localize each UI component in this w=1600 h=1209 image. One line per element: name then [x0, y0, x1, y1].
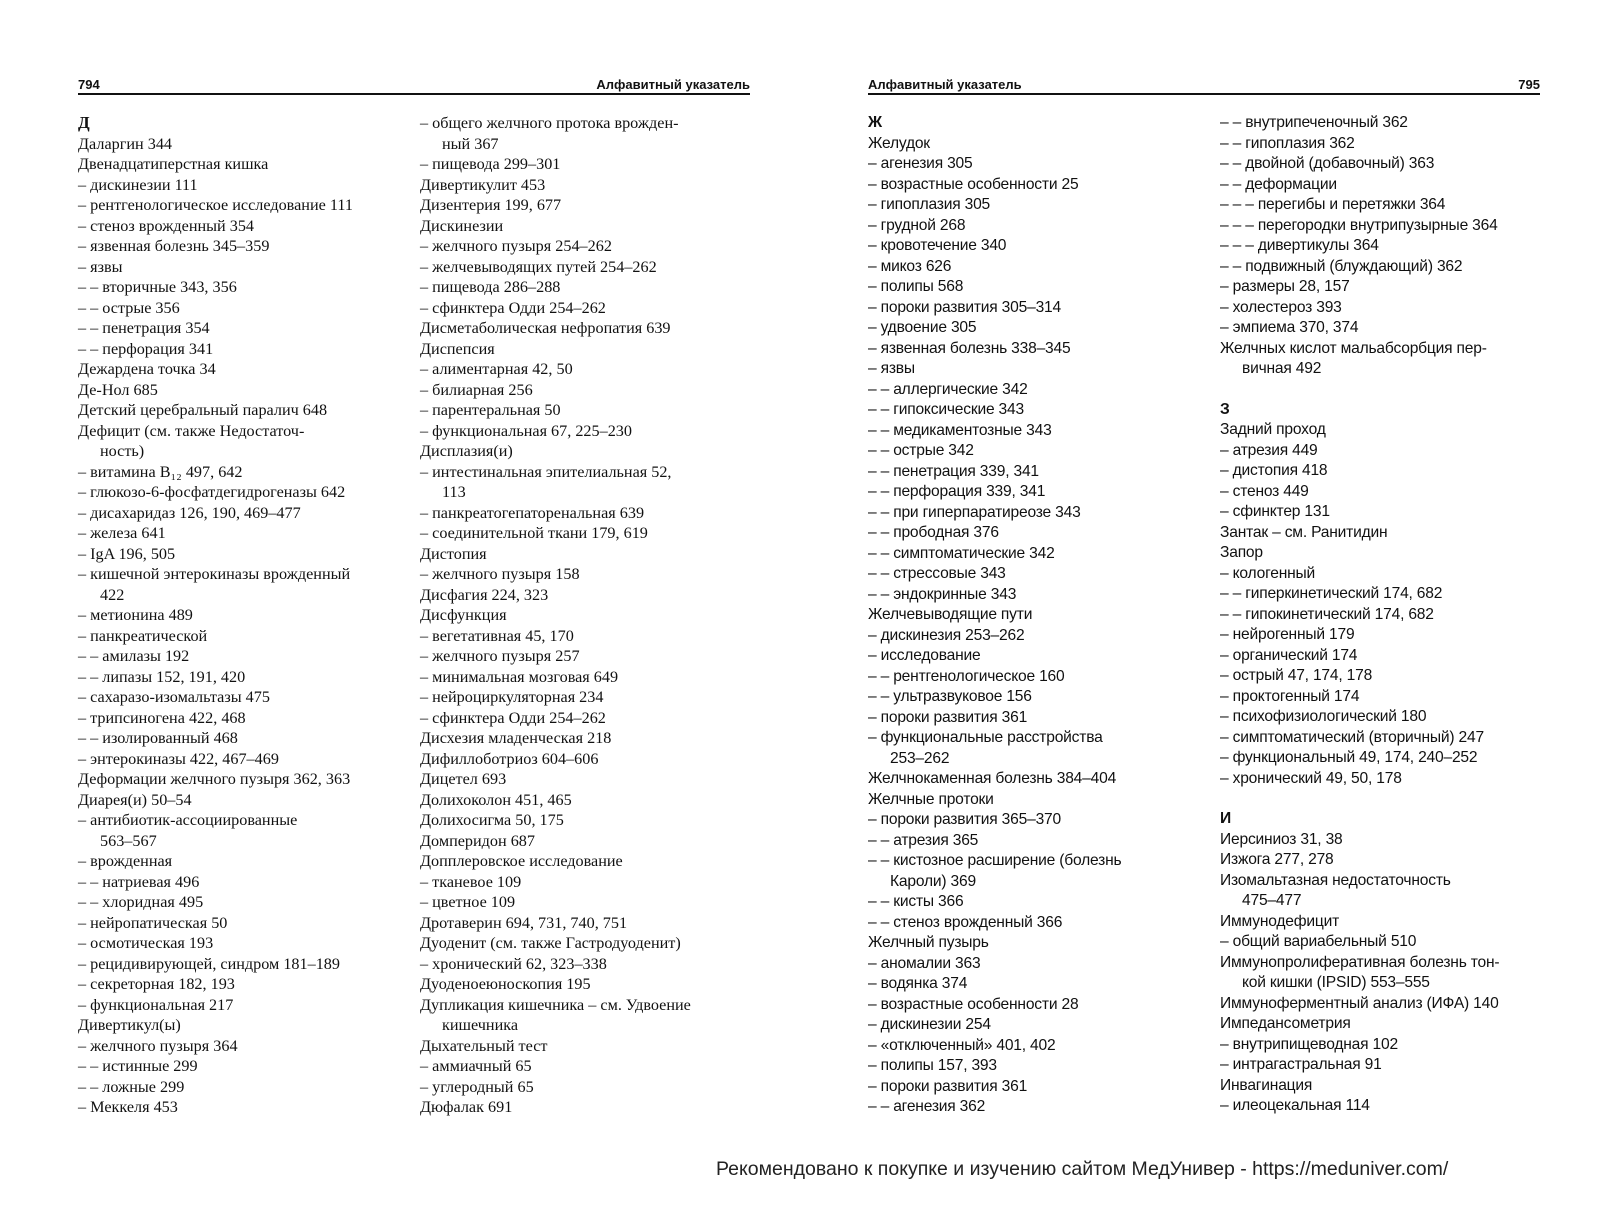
index-entry: – – гипоплазия 362 [1220, 134, 1355, 152]
index-entry: – функциональные расстройства [868, 729, 1103, 746]
index-entry-continuation: вичная 492 [1242, 360, 1322, 377]
index-entry: – – кисты 366 [868, 893, 964, 910]
index-entry: Иммунопролиферативная болезнь тон- [1220, 953, 1500, 971]
index-entry: – панкреатогепаторенальная 639 [420, 503, 645, 522]
index-entry: Диспепсия [420, 339, 495, 358]
section-letter: И [1220, 810, 1232, 827]
index-entry: Запор [1220, 544, 1263, 561]
index-entry: – нейроциркуляторная 234 [420, 688, 604, 706]
index-entry: – дискинезии 111 [78, 175, 198, 194]
index-entry-continuation: кишечника [442, 1016, 519, 1034]
index-entry: – вегетативная 45, 170 [420, 626, 574, 645]
index-entry: – язвы [78, 257, 123, 276]
index-entry: – желчного пузыря 257 [420, 647, 580, 665]
index-entry: Дуоденит (см. также Гастродуоденит) [420, 934, 681, 952]
index-entry: – сфинктера Одди 254–262 [420, 298, 606, 317]
index-entry: – метионина 489 [78, 606, 193, 624]
index-entry: – энтерокиназы 422, 467–469 [78, 749, 279, 768]
index-entry: Желчный пузырь [868, 934, 989, 951]
index-entry: Желудок [868, 134, 930, 152]
index-entry: – рентгенологическое исследование 111 [78, 196, 353, 214]
index-entry: – – симптоматические 342 [868, 544, 1055, 562]
index-entry: – симптоматический (вторичный) 247 [1220, 728, 1484, 746]
index-entry: – дискинезия 253–262 [868, 626, 1025, 644]
index-entry: – IgA 196, 505 [78, 544, 176, 563]
index-entry: Дивертикул(ы) [78, 1016, 181, 1034]
index-column [78, 113, 408, 1118]
index-entry: – – – дивертикулы 364 [1220, 237, 1379, 254]
index-entry: – – двойной (добавочный) 363 [1220, 155, 1435, 172]
index-entry: – – внутрипеченочный 362 [1220, 114, 1408, 131]
index-entry: – сфинктер 131 [1220, 503, 1330, 520]
index-entry: – рецидивирующей, синдром 181–189 [78, 954, 340, 973]
index-entry: – сфинктера Одди 254–262 [420, 708, 606, 727]
index-entry: – «отключенный» 401, 402 [868, 1036, 1056, 1054]
index-entry: – – деформации [1220, 175, 1337, 193]
running-title: Алфавитный указатель [868, 77, 1022, 92]
index-entry: Детский церебральный паралич 648 [78, 401, 328, 419]
running-title: Алфавитный указатель [596, 77, 750, 92]
index-entry: Дистопия [420, 544, 487, 563]
index-entry: – тканевое 109 [420, 872, 522, 891]
index-entry-continuation: 563–567 [100, 831, 157, 850]
index-entry: – желчного пузыря 158 [420, 565, 580, 583]
index-entry: – кишечной энтерокиназы врожденный [78, 565, 351, 583]
index-entry: – нейрогенный 179 [1220, 626, 1355, 643]
index-entry: – полипы 568 [868, 278, 964, 295]
index-entry: Изжога 277, 278 [1220, 851, 1334, 868]
index-entry: Дисметаболическая нефропатия 639 [420, 319, 671, 337]
index-entry: – – эндокринные 343 [868, 585, 1017, 603]
index-entry: – эмпиема 370, 374 [1220, 319, 1359, 336]
index-entry: – врожденная [78, 852, 173, 870]
index-entry: – соединительной ткани 179, 619 [420, 524, 648, 542]
running-head-left [78, 75, 750, 95]
index-entry: – – острые 356 [78, 298, 180, 317]
index-entry: – водянка 374 [868, 975, 968, 992]
index-entry: – грудной 268 [868, 216, 966, 234]
index-entry: – язвенная болезнь 345–359 [78, 237, 270, 255]
index-entry: Дюфалак 691 [420, 1098, 513, 1116]
index-entry: – возрастные особенности 28 [868, 995, 1079, 1013]
index-entry: Диарея(и) 50–54 [78, 790, 192, 809]
index-entry: Двенадцатиперстная кишка [78, 155, 269, 173]
index-entry: – – рентгенологическое 160 [868, 667, 1065, 685]
index-entry: Допплеровское исследование [420, 852, 623, 870]
left-page [78, 75, 750, 1116]
index-entry: – – липазы 152, 191, 420 [78, 667, 246, 686]
index-entry: – общий вариабельный 510 [1220, 933, 1417, 950]
index-entry: – – пенетрация 339, 341 [868, 462, 1039, 480]
index-entry: – – – перегородки внутрипузырные 364 [1220, 216, 1498, 234]
index-entry: – секреторная 182, 193 [78, 975, 235, 993]
index-entry: – дискинезии 254 [868, 1016, 991, 1033]
index-entry: – – атрезия 365 [868, 831, 979, 849]
index-entry: – стеноз врожденный 354 [78, 216, 255, 235]
index-entry: Дисхезия младенческая 218 [420, 729, 612, 747]
index-entry: Долихоколон 451, 465 [420, 790, 572, 809]
index-entry: Дицетел 693 [420, 770, 507, 788]
index-entry: Иммунодефицит [1220, 912, 1340, 930]
index-entry: – – при гиперпаратиреозе 343 [868, 503, 1081, 521]
index-entry-continuation: кой кишки (IPSID) 553–555 [1242, 974, 1430, 991]
index-entry: – аммиачный 65 [420, 1057, 532, 1075]
index-entry: – пороки развития 305–314 [868, 298, 1061, 316]
index-entry: Дротаверин 694, 731, 740, 751 [420, 913, 628, 932]
index-entry: – панкреатической [78, 626, 208, 645]
index-entry: – пороки развития 361 [868, 1077, 1028, 1095]
index-entry: – – прободная 376 [868, 524, 999, 541]
index-entry: – исследование [868, 647, 981, 664]
index-entry: Дуоденоеюноскопия 195 [420, 975, 591, 993]
index-entry: – – агенезия 362 [868, 1098, 986, 1115]
index-entry: – железа 641 [78, 524, 166, 542]
index-entry: Иммуноферментный анализ (ИФА) 140 [1220, 994, 1499, 1012]
index-entry: – хронический 62, 323–338 [420, 954, 607, 973]
index-entry: – – стеноз врожденный 366 [868, 913, 1063, 931]
index-entry: – сахаразо-изомальтазы 475 [78, 688, 270, 706]
index-entry: – Меккеля 453 [78, 1098, 178, 1116]
section-letter: Ж [868, 114, 882, 131]
section-gap [1220, 789, 1550, 809]
index-entry: – – ультразвуковое 156 [868, 688, 1032, 705]
index-entry: Дисфункция [420, 606, 507, 624]
index-entry: Дефицит (см. также Недостаточ- [78, 421, 305, 440]
index-entry: – интестинальная эпителиальная 52, [420, 462, 672, 481]
index-entry: Дизентерия 199, 677 [420, 196, 562, 214]
index-entry: – возрастные особенности 25 [868, 175, 1079, 193]
index-entry: – общего желчного протока врожден- [420, 114, 679, 132]
index-entry: – – хлоридная 495 [78, 893, 204, 911]
index-entry: – витамина B₁₂ 497, 642 [78, 462, 243, 481]
index-entry: – – острые 342 [868, 442, 974, 459]
index-entry: – острый 47, 174, 178 [1220, 667, 1373, 684]
index-entry: Де-Нол 685 [78, 380, 158, 399]
index-entry-continuation: ность) [100, 442, 145, 460]
index-entry: – полипы 157, 393 [868, 1057, 997, 1074]
index-entry: Дыхательный тест [420, 1036, 548, 1055]
index-entry: – – стрессовые 343 [868, 565, 1006, 582]
right-page [868, 75, 1540, 1115]
index-entry: – пищевода 299–301 [420, 155, 561, 173]
index-entry: Дежардена точка 34 [78, 360, 216, 378]
index-entry-continuation: 422 [100, 585, 125, 604]
index-entry: – органический 174 [1220, 646, 1358, 664]
index-entry-continuation: 475–477 [1242, 892, 1302, 909]
index-entry-continuation: 253–262 [890, 749, 950, 767]
index-entry: – осмотическая 193 [78, 934, 214, 952]
index-entry: – – аллергические 342 [868, 380, 1028, 398]
index-entry: Желчнокаменная болезнь 384–404 [868, 770, 1117, 787]
index-entry: – психофизиологический 180 [1220, 708, 1427, 725]
index-entry: – стеноз 449 [1220, 482, 1309, 500]
index-entry: Зантак – см. Ранитидин [1220, 523, 1388, 541]
index-entry: – билиарная 256 [420, 380, 533, 399]
index-entry: – – амилазы 192 [78, 647, 190, 665]
index-entry: Домперидон 687 [420, 831, 535, 850]
section-letter: З [1220, 400, 1230, 418]
page-number: 794 [78, 77, 100, 92]
index-entry: – пищевода 286–288 [420, 278, 561, 296]
index-entry: Дисфагия 224, 323 [420, 585, 549, 604]
index-column [1220, 113, 1550, 1117]
index-entry: – интрагастральная 91 [1220, 1056, 1382, 1073]
promo-footer: Рекомендовано к покупке и изучению сайтом МедУнивер - https://meduniver.com/ [716, 1158, 1449, 1180]
index-entry: – – кистозное расширение (болезнь [868, 852, 1122, 869]
index-entry: Дивертикулит 453 [420, 175, 546, 194]
index-entry: – – гипокинетический 174, 682 [1220, 605, 1434, 623]
index-entry: Изомальтазная недостаточность [1220, 871, 1451, 889]
index-entry: – алиментарная 42, 50 [420, 360, 573, 378]
index-entry: – внутрипищеводная 102 [1220, 1035, 1398, 1053]
index-entry: – микоз 626 [868, 257, 952, 275]
index-entry: – – истинные 299 [78, 1057, 198, 1075]
index-entry: – желчевыводящих путей 254–262 [420, 257, 657, 276]
index-entry: – пороки развития 361 [868, 708, 1028, 726]
page-number: 795 [1518, 77, 1540, 92]
index-entry: – функциональная 67, 225–230 [420, 421, 632, 440]
index-entry: Дупликация кишечника – см. Удвоение [420, 995, 691, 1014]
index-entry: – размеры 28, 157 [1220, 278, 1350, 295]
index-entry: – – изолированный 468 [78, 729, 238, 747]
index-entry: Иерсиниоз 31, 38 [1220, 830, 1343, 848]
index-entry: – гипоплазия 305 [868, 196, 991, 213]
index-entry: – дистопия 418 [1220, 462, 1328, 479]
section-letter: Д [78, 113, 90, 132]
index-entry: Желчные протоки [868, 790, 994, 808]
index-entry: Инвагинация [1220, 1076, 1313, 1094]
index-entry: – удвоение 305 [868, 319, 977, 336]
index-entry: – – – перегибы и перетяжки 364 [1220, 196, 1446, 213]
index-column [420, 113, 750, 1118]
index-entry: – минимальная мозговая 649 [420, 667, 619, 686]
index-entry: – – гиперкинетический 174, 682 [1220, 585, 1443, 602]
index-entry: – проктогенный 174 [1220, 687, 1360, 705]
index-entry: – – пенетрация 354 [78, 319, 210, 337]
index-column [868, 113, 1198, 1118]
index-entry: Дискинезии [420, 216, 504, 235]
index-entry: – хронический 49, 50, 178 [1220, 769, 1402, 787]
index-entry: – язвы [868, 360, 915, 377]
index-entry: – цветное 109 [420, 893, 516, 911]
index-entry-continuation: ный 367 [442, 134, 499, 153]
index-entry: – – натриевая 496 [78, 872, 200, 891]
index-entry: Деформации желчного пузыря 362, 363 [78, 770, 351, 788]
index-entry-continuation: Кароли) 369 [890, 872, 976, 890]
index-entry: – кологенный [1220, 564, 1316, 582]
index-entry: Дисплазия(и) [420, 442, 513, 460]
index-entry: – дисахаридаз 126, 190, 469–477 [78, 503, 301, 522]
index-entry: – трипсиногена 422, 468 [78, 708, 246, 727]
index-entry: – – медикаментозные 343 [868, 421, 1052, 439]
index-entry: Желчных кислот мальабсорбция пер- [1220, 339, 1487, 357]
index-entry: – глюкозо-6-фосфатдегидрогеназы 642 [78, 483, 346, 501]
index-entry: – пороки развития 365–370 [868, 811, 1061, 828]
index-entry: – – подвижный (блуждающий) 362 [1220, 257, 1463, 275]
index-entry: – язвенная болезнь 338–345 [868, 339, 1071, 357]
index-entry: Импедансометрия [1220, 1015, 1351, 1032]
index-entry-continuation: 113 [442, 483, 466, 501]
index-entry: – антибиотик-ассоциированные [78, 811, 298, 829]
index-entry: – нейропатическая 50 [78, 913, 228, 932]
index-entry: Желчевыводящие пути [868, 606, 1033, 623]
index-entry: – функциональная 217 [78, 995, 234, 1014]
index-entry: – – ложные 299 [78, 1077, 185, 1096]
index-entry: – желчного пузыря 364 [78, 1036, 238, 1055]
index-entry: – агенезия 305 [868, 155, 973, 172]
section-gap [1220, 380, 1550, 400]
index-entry: – желчного пузыря 254–262 [420, 237, 612, 255]
index-entry: – холестероз 393 [1220, 298, 1342, 316]
index-entry: – – перфорация 341 [78, 339, 214, 358]
running-head-right [868, 75, 1540, 95]
index-entry: Задний проход [1220, 421, 1326, 438]
index-entry: – углеродный 65 [420, 1077, 534, 1096]
index-entry: – парентеральная 50 [420, 401, 561, 419]
index-entry: – – перфорация 339, 341 [868, 483, 1046, 500]
index-entry: Даларгин 344 [78, 134, 173, 153]
index-entry: – кровотечение 340 [868, 237, 1007, 254]
index-entry: – атрезия 449 [1220, 441, 1318, 459]
index-entry: – функциональный 49, 174, 240–252 [1220, 749, 1478, 766]
index-entry: Долихосигма 50, 175 [420, 811, 564, 829]
index-entry: – аномалии 363 [868, 954, 981, 972]
index-entry: Дифиллоботриоз 604–606 [420, 749, 599, 768]
index-entry: – – вторичные 343, 356 [78, 278, 237, 296]
index-entry: – илеоцекальная 114 [1220, 1097, 1370, 1114]
index-entry: – – гипоксические 343 [868, 401, 1024, 418]
